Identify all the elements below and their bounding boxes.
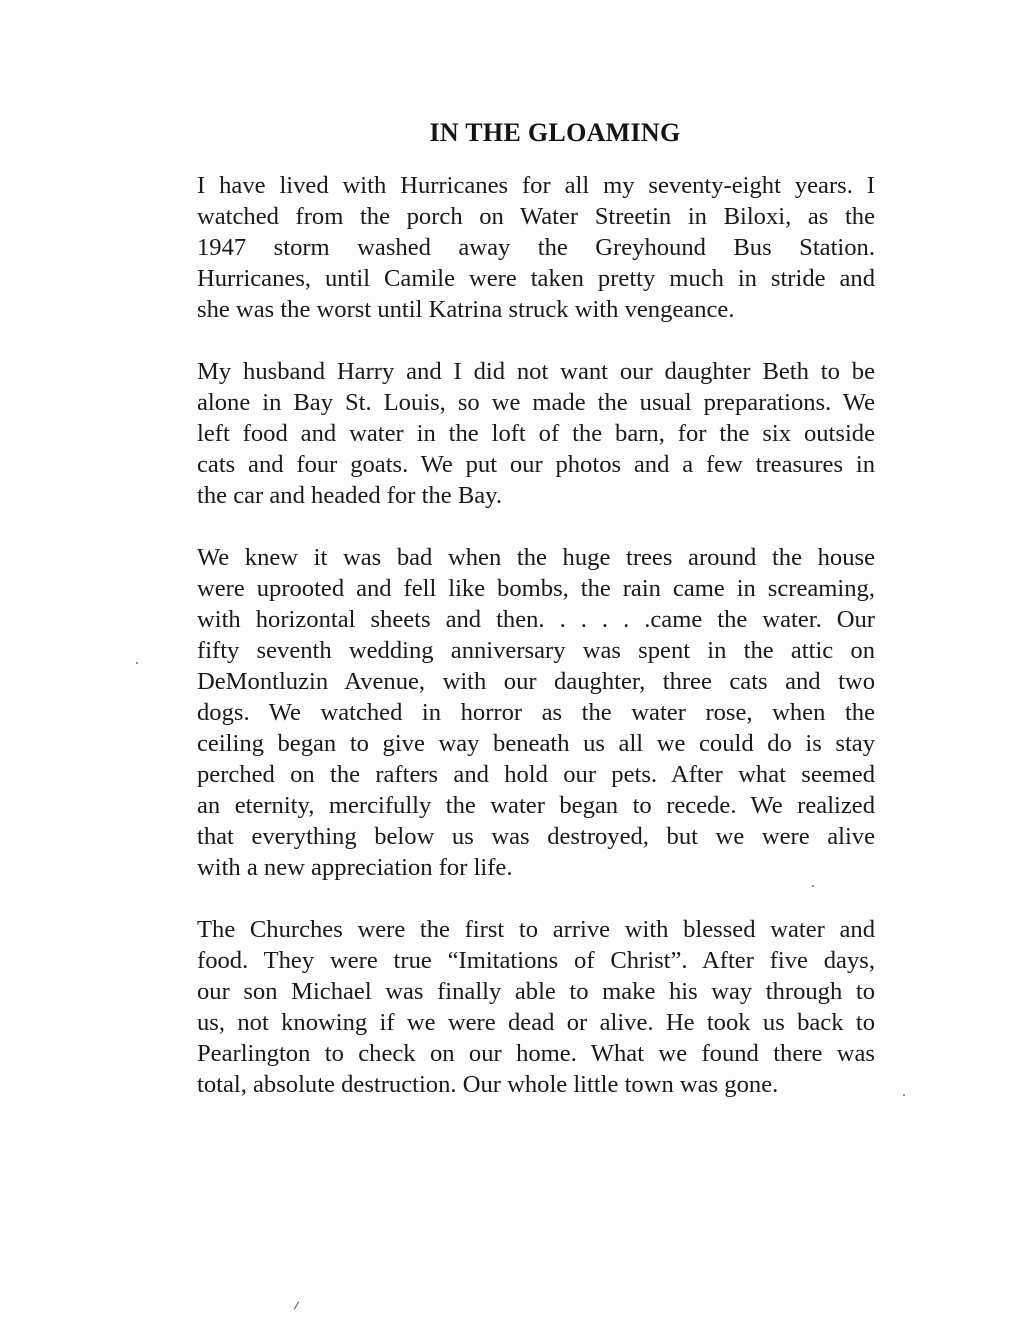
paragraph-line: alone in Bay St. Louis, so we made the usual preparations. We <box>197 389 875 416</box>
paragraph-line: with horizontal sheets and then. . . . . .came the water. Our <box>197 606 875 633</box>
paragraph-line: us, not knowing if we were dead or alive. He took us back to <box>197 1009 875 1036</box>
paragraph <box>197 170 875 325</box>
paragraph-line: We knew it was bad when the huge trees around the house <box>197 544 875 571</box>
paragraph-line: the car and headed for the Bay. <box>197 482 502 509</box>
paragraph-line: our son Michael was finally able to make his way through to <box>197 978 875 1005</box>
paragraph-line: ceiling began to give way beneath us all we could do is stay <box>197 730 875 757</box>
paragraph-line: cats and four goats. We put our photos and a few treasures in <box>197 451 875 478</box>
document-title: IN THE GLOAMING <box>429 118 681 147</box>
paragraph-line: 1947 storm washed away the Greyhound Bus Station. <box>197 234 875 261</box>
paragraph-line: she was the worst until Katrina struck with vengeance. <box>197 296 735 323</box>
paragraph-line: left food and water in the loft of the barn, for the six outside <box>197 420 875 447</box>
paragraph-line: that everything below us was destroyed, but we were alive <box>197 823 875 850</box>
paragraph-line: watched from the porch on Water Streetin in Biloxi, as the <box>197 203 875 230</box>
paragraph <box>197 542 875 883</box>
paragraph-line: food. They were true “Imitations of Christ”. After five days, <box>197 947 875 974</box>
paragraph <box>197 914 875 1100</box>
scan-speck <box>903 1094 905 1096</box>
scan-speck <box>136 662 138 664</box>
scan-stroke-mark <box>294 1301 299 1309</box>
paragraph <box>197 356 875 511</box>
paragraph-line: with a new appreciation for life. <box>197 854 513 881</box>
paragraph-line: Hurricanes, until Camile were taken pretty much in stride and <box>197 265 875 292</box>
paragraph-line: My husband Harry and I did not want our daughter Beth to be <box>197 358 875 385</box>
paragraph-line: total, absolute destruction. Our whole little town was gone. <box>197 1071 779 1098</box>
paragraph-line: an eternity, mercifully the water began to recede. We realized <box>197 792 875 819</box>
paragraph-line: fifty seventh wedding anniversary was spent in the attic on <box>197 637 875 664</box>
paragraph-line: were uprooted and fell like bombs, the rain came in screaming, <box>197 575 875 602</box>
paragraph-line: dogs. We watched in horror as the water rose, when the <box>197 699 875 726</box>
paragraph-line: DeMontluzin Avenue, with our daughter, three cats and two <box>197 668 875 695</box>
scan-speck <box>812 885 814 887</box>
paragraph-line: I have lived with Hurricanes for all my seventy-eight years. I <box>197 172 875 199</box>
paragraph-line: The Churches were the first to arrive with blessed water and <box>197 916 875 943</box>
paragraph-line: Pearlington to check on our home. What we found there was <box>197 1040 875 1067</box>
document-body <box>197 170 875 1131</box>
paragraph-line: perched on the rafters and hold our pets. After what seemed <box>197 761 875 788</box>
